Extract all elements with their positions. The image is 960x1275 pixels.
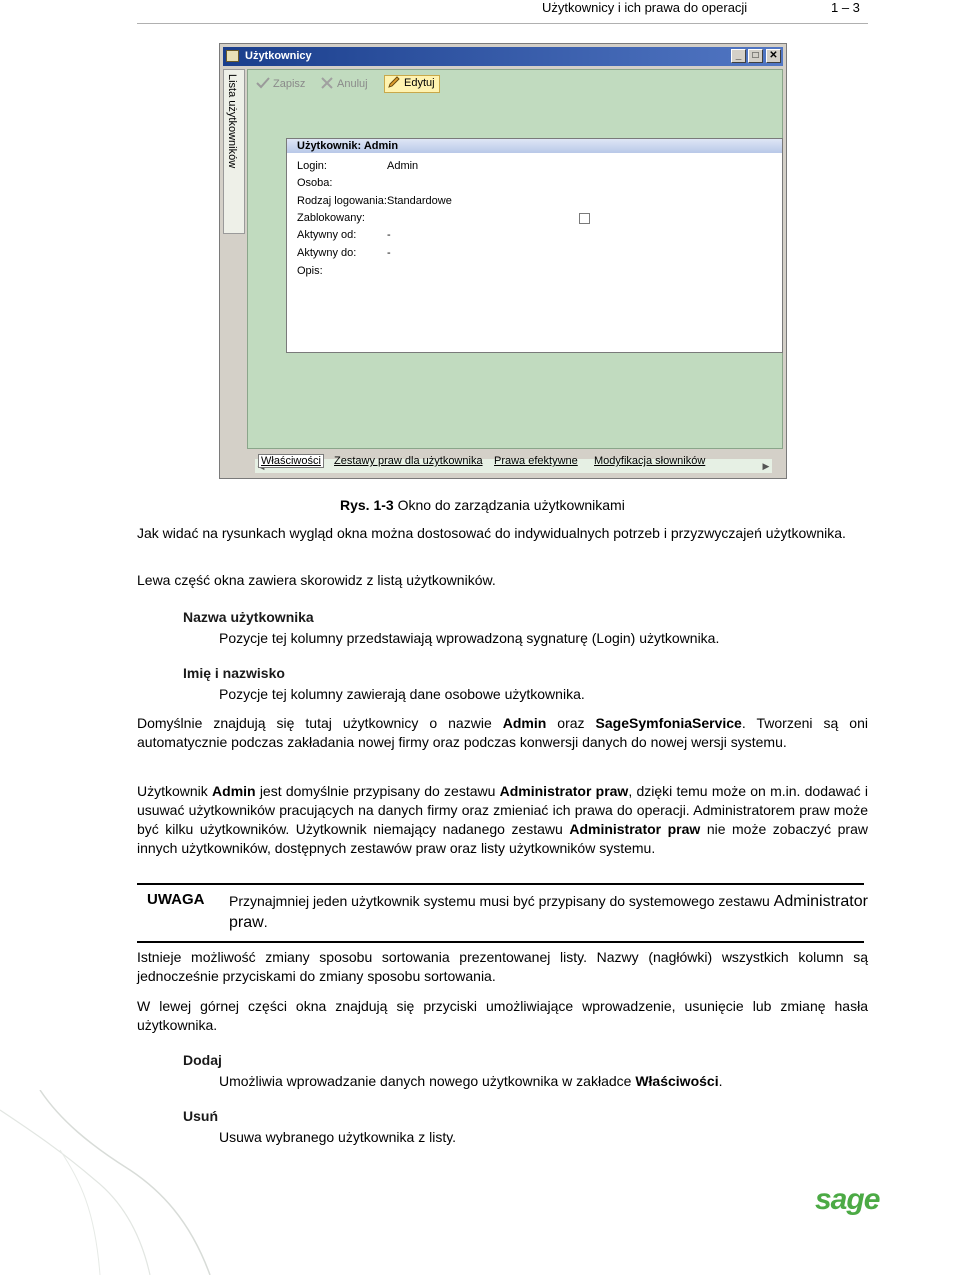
paragraph-5: Istnieje możliwość zmiany sposobu sortowania prezentowanej listy. Nazwy (nagłówki) wszystkich kolumn są jednocześnie przyciskami do zmiany sposobu sortowania. [137,949,868,984]
term-delete: Usuń [183,1108,218,1124]
desc-add: Umożliwia wprowadzanie danych nowego użytkownika w zakładce Właściwości. [219,1073,723,1089]
term-full-name: Imię i nazwisko [183,665,285,681]
login-type-label: Rodzaj logowania: [297,195,387,207]
blocked-label: Zablokowany: [297,212,365,224]
cancel-icon [320,77,334,89]
panel-title: Użytkownik: Admin [287,139,782,153]
paragraph-2: Lewa część okna zawiera skorowidz z listą użytkowników. [137,572,496,588]
active-to-label: Aktywny do: [297,247,357,259]
caption-text: Okno do zarządzania użytkownikami [393,497,625,513]
term-username: Nazwa użytkownika [183,609,314,625]
tab-dictionary-modification[interactable]: Modyfikacja słowników [594,455,706,467]
login-label: Login: [297,160,327,172]
paragraph-6: W lewej górnej części okna znajdują się przyciski umożliwiające wprowadzenie, usunięcie lub zmianę hasła użytkownika. [137,998,868,1033]
minimize-icon[interactable]: _ [731,49,746,63]
login-value[interactable]: Admin [387,160,419,172]
save-label: Zapisz [273,78,306,90]
paragraph-1: Jak widać na rysunkach wygląd okna można dostosować do indywidualnych potrzeb i przyzwyczajeń użytkownika. [137,525,846,541]
sage-logo: sage [815,1183,880,1216]
user-properties-panel [286,138,783,353]
tab-effective-rights[interactable]: Prawa efektywne [494,455,578,467]
paragraph-4: Użytkownik Admin jest domyślnie przypisany do zestawu Administrator praw, dzięki temu może on m.in. dodawać i usuwać użytkowników pracujących na danych firmy oraz zmieniać ich prawa do operacji. Administratorem praw może być kilku użytkowników. Użytkownik niemający nadanego zestawu Administrator praw nie może zobaczyć praw innych użytkowników, dostępnych zestawów praw oraz listy użytkowników systemu. [137,783,869,856]
running-header-title: Użytkownicy i ich prawa do operacji [542,0,748,15]
window-titlebar [223,47,783,66]
note-top-rule [137,883,864,885]
cancel-label: Anuluj [337,78,368,90]
login-type-value[interactable]: Standardowe [387,195,452,207]
desc-full-name: Pozycje tej kolumny zawierają dane osobowe użytkownika. [219,686,585,702]
pencil-icon [387,76,401,88]
desc-delete: Usuwa wybranego użytkownika z listy. [219,1129,457,1145]
cancel-button[interactable] [320,77,368,93]
header-rule [137,23,868,24]
active-to-value[interactable]: - [387,247,391,259]
page-number: 1 – 3 [831,0,860,15]
maximize-icon[interactable]: □ [748,49,763,63]
blocked-checkbox[interactable] [579,213,590,224]
active-from-value[interactable]: - [387,229,391,241]
tab-properties[interactable]: Właściwości [258,454,324,468]
edit-button[interactable] [384,75,440,93]
tab-rights-sets[interactable]: Zestawy praw dla użytkownika [334,455,483,467]
scroll-right-icon[interactable]: ▶ [762,461,770,471]
note-bottom-rule [137,941,864,943]
decorative-swoosh [0,1090,300,1275]
active-from-label: Aktywny od: [297,229,357,241]
term-add: Dodaj [183,1052,222,1068]
person-label: Osoba: [297,177,333,189]
paragraph-3: Domyślnie znajdują się tutaj użytkownicy o nazwie Admin oraz SageSymfoniaService. Tworzeni są oni automatycznie podczas zakładania nowej firmy oraz podczas konwersji danych do nowej wersji systemu. [137,715,868,750]
window-title: Użytkownicy [245,50,312,62]
description-label: Opis: [297,265,323,277]
tab-user-list-label: Lista użytkowników [226,74,238,169]
caption-number: Rys. 1-3 [340,497,394,513]
users-window-screenshot [219,43,787,479]
save-button[interactable] [256,77,305,93]
close-icon[interactable]: ✕ [766,49,781,63]
desc-username: Pozycje tej kolumny przedstawiają wprowadzoną sygnaturę (Login) użytkownika. [219,630,720,646]
note-label: UWAGA [147,891,205,908]
tab-user-list[interactable] [223,69,245,234]
edit-label: Edytuj [404,77,435,89]
note-text: Przynajmniej jeden użytkownik systemu musi być przypisany do systemowego zestawu Administrator praw. [229,893,868,931]
checkmark-icon [256,77,270,89]
window-app-icon [226,50,239,62]
figure-caption [340,497,625,513]
